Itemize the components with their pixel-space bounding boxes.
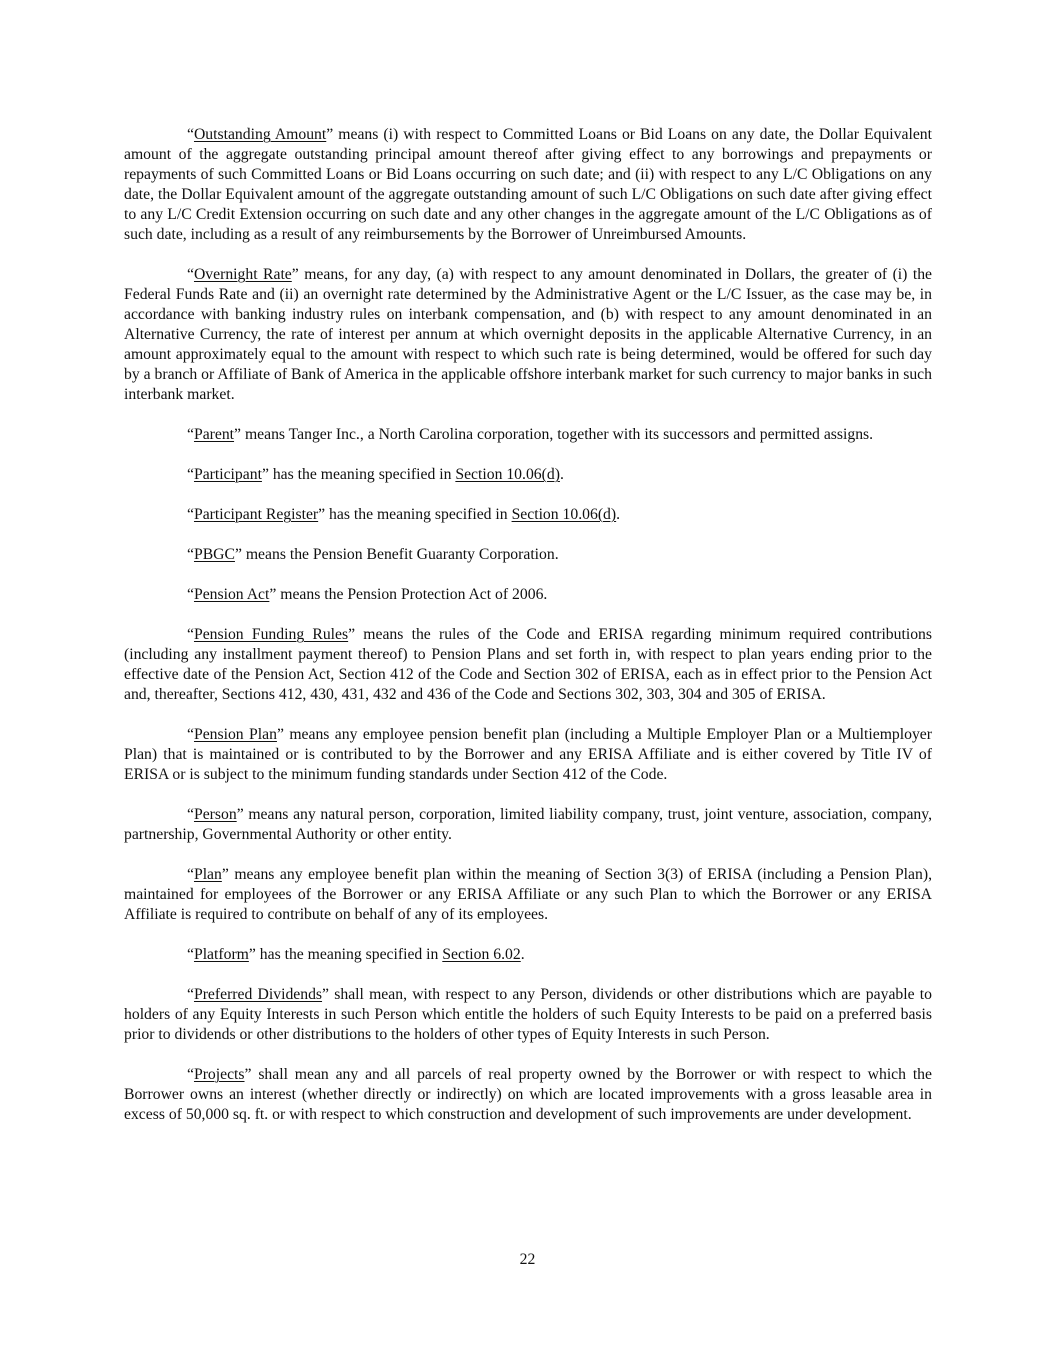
definition-text: means any natural person, corporation, limited liability company, trust, joint venture, association, company, partnership, Governmental Authority or other entity. xyxy=(124,806,932,843)
definition-participant-register: “Participant Register” has the meaning specified in Section 10.06(d). xyxy=(187,506,621,523)
definitions-section xyxy=(124,125,932,1145)
definition-text: means (i) with respect to Committed Loans or Bid Loans on any date, the Dollar Equivalent amount of the aggregate outstanding principal amount thereof after giving effect to any borrowings and prepayments or repayments of such Committed Loans or Bid Loans occurring on such date; and (ii) with respect to any L/C Obligations on any date, the Dollar Equivalent amount of the aggregate outstanding amount of such L/C Obligations on such date after giving effect to any L/C Credit Extension occurring on such date and any other changes in the aggregate amount of the L/C Obligations as of such date, including as a result of any reimbursements by the Borrower of Unreimbursed Amounts. xyxy=(124,126,932,243)
definition-participant: “Participant” has the meaning specified in Section 10.06(d). xyxy=(187,466,564,483)
definition-pbgc: “PBGC” means the Pension Benefit Guaranty Corporation. xyxy=(187,546,559,563)
page-number: 22 xyxy=(519,1251,536,1268)
definition-text: has the meaning specified in xyxy=(325,506,512,523)
definition-text: shall mean any and all parcels of real property owned by the Borrower or with respect to which the Borrower owns an interest (whether directly or indirectly) on which are located improvements with a gross leasable area in excess of 50,000 sq. ft. or with respect to which construction and development of such improvements are under development. xyxy=(124,1066,932,1123)
defined-term: PBGC xyxy=(193,546,235,563)
definition-platform: “Platform” has the meaning specified in Section 6.02. xyxy=(187,946,525,963)
definition-text: means, for any day, (a) with respect to any amount denominated in Dollars, the greater of (i) the Federal Funds Rate and (ii) an overnight rate determined by the Administrative Agent or the L/C Issuer, as the case may be, in accordance with banking industry rules on interbank compensation, and (b) with respect to any amount denominated in an Alternative Currency, the rate of interest per annum at which overnight deposits in the applicable Alternative Currency, in an amount approximately equal to the amount with respect to which such rate is being determined, would be offered for such day by a branch or Affiliate of Bank of America in the applicable offshore interbank market for such currency to major banks in such interbank market. xyxy=(124,266,932,403)
defined-term: Participant Register xyxy=(193,506,319,523)
defined-term: Parent xyxy=(193,426,235,443)
definition-projects: “Projects” shall mean any and all parcels of real property owned by the Borrower or with respect to which the Borrower owns an interest (whether directly or indirectly) on which are located improvements with a gross leasable area in excess of 50,000 sq. ft. or with respect to which construction and development of such improvements are under development. xyxy=(124,1066,932,1123)
definition-text: means any employee pension benefit plan (including a Multiple Employer Plan or a Multiemployer Plan) that is maintained or is contributed to by the Borrower and any ERISA Affiliate and is either covered by Title IV of ERISA or is subject to the minimum funding standards under Section 412 of the Code. xyxy=(124,726,932,783)
definition-pension-plan: “Pension Plan” means any employee pension benefit plan (including a Multiple Employer Plan or a Multiemployer Plan) that is maintained or is contributed to by the Borrower and any ERISA Affiliate and is either covered by Title IV of ERISA or is subject to the minimum funding standards under Section 412 of the Code. xyxy=(124,726,932,783)
definition-outstanding-amount: “Outstanding Amount” means (i) with respect to Committed Loans or Bid Loans on any date, the Dollar Equivalent amount of the aggregate outstanding principal amount thereof after giving effect to any borrowings and prepayments or repayments of such Committed Loans or Bid Loans occurring on such date; and (ii) with respect to any L/C Obligations on any date, the Dollar Equivalent amount of the aggregate outstanding amount of such L/C Obligations on such date after giving effect to any L/C Credit Extension occurring on such date and any other changes in the aggregate amount of the L/C Obligations as of such date, including as a result of any reimbursements by the Borrower of Unreimbursed Amounts. xyxy=(124,126,932,243)
definition-parent: “Parent” means Tanger Inc., a North Carolina corporation, together with its successors and permitted assigns. xyxy=(187,426,874,443)
defined-term: Person xyxy=(193,806,237,823)
section-reference: Section 10.06(d) xyxy=(455,466,560,483)
defined-term: Platform xyxy=(193,946,249,963)
definition-tail: . xyxy=(520,946,525,963)
definition-text: shall mean, with respect to any Person, dividends or other distributions which are payable to holders of any Equity Interests in such Person which entitle the holders of such Equity Interests to be paid on a preferred basis prior to dividends or other distributions to the holders of other types of Equity Interests in such Person. xyxy=(124,986,933,1043)
definition-text: has the meaning specified in xyxy=(255,946,443,963)
section-reference: Section 10.06(d) xyxy=(511,506,617,523)
defined-term: Participant xyxy=(193,466,262,483)
defined-term: Pension Funding Rules xyxy=(193,626,349,643)
definition-text: means the Pension Protection Act of 2006. xyxy=(276,586,548,603)
defined-term: Overnight Rate xyxy=(193,266,292,283)
defined-term: Projects xyxy=(193,1066,245,1083)
definition-text: means any employee benefit plan within the meaning of Section 3(3) of ERISA (including a Pension Plan), maintained for employees of the Borrower or any ERISA Affiliate or any such Plan to which the Borrower or any ERISA Affiliate is required to contribute on behalf of any of its employees. xyxy=(124,866,932,923)
definition-text: means Tanger Inc., a North Carolina corporation, together with its successors and permitted assigns. xyxy=(241,426,874,443)
defined-term: Plan xyxy=(193,866,222,883)
section-reference: Section 6.02 xyxy=(442,946,521,963)
defined-term: Preferred Dividends xyxy=(193,986,323,1003)
definition-tail: . xyxy=(616,506,621,523)
definition-pension-act: “Pension Act” means the Pension Protection Act of 2006. xyxy=(187,586,548,603)
definition-person: “Person” means any natural person, corporation, limited liability company, trust, joint venture, association, company, partnership, Governmental Authority or other entity. xyxy=(124,806,932,843)
definition-pension-funding-rules: “Pension Funding Rules” means the rules of the Code and ERISA regarding minimum required contributions (including any installment payment thereof) to Pension Plans and set forth in, with respect to plan years ending prior to the effective date of the Pension Act, Section 412 of the Code and Section 302 of ERISA, each as in effect prior to the Pension Act and, thereafter, Sections 412, 430, 431, 432 and 436 of the Code and Sections 302, 303, 304 and 305 of ERISA. xyxy=(124,626,932,703)
definition-plan: “Plan” means any employee benefit plan within the meaning of Section 3(3) of ERISA (including a Pension Plan), maintained for employees of the Borrower or any ERISA Affiliate or any such Plan to which the Borrower or any ERISA Affiliate is required to contribute on behalf of any of its employees. xyxy=(124,866,932,923)
definition-text: means the rules of the Code and ERISA regarding minimum required contributions (including any installment payment thereof) to Pension Plans and set forth in, with respect to plan years ending prior to the effective date of the Pension Act, Section 412 of the Code and Section 302 of ERISA, each as in effect prior to the Pension Act and, thereafter, Sections 412, 430, 431, 432 and 436 of the Code and Sections 302, 303, 304 and 305 of ERISA. xyxy=(124,626,932,703)
definition-text: has the meaning specified in xyxy=(268,466,456,483)
definition-preferred-dividends: “Preferred Dividends” shall mean, with respect to any Person, dividends or other distributions which are payable to holders of any Equity Interests in such Person which entitle the holders of such Equity Interests to be paid on a preferred basis prior to dividends or other distributions to the holders of other types of Equity Interests in such Person. xyxy=(124,986,933,1043)
definition-text: means the Pension Benefit Guaranty Corporation. xyxy=(241,546,559,563)
definition-tail: . xyxy=(559,466,564,483)
definition-overnight-rate: “Overnight Rate” means, for any day, (a) with respect to any amount denominated in Dollars, the greater of (i) the Federal Funds Rate and (ii) an overnight rate determined by the Administrative Agent or the L/C Issuer, as the case may be, in accordance with banking industry rules on interbank compensation, and (b) with respect to any amount denominated in an Alternative Currency, the rate of interest per annum at which overnight deposits in the applicable Alternative Currency, in an amount approximately equal to the amount with respect to which such rate is being determined, would be offered for such day by a branch or Affiliate of Bank of America in the applicable offshore interbank market for such currency to major banks in such interbank market. xyxy=(124,266,932,403)
defined-term: Pension Act xyxy=(193,586,270,603)
defined-term: Pension Plan xyxy=(193,726,277,743)
defined-term: Outstanding Amount xyxy=(193,126,327,143)
